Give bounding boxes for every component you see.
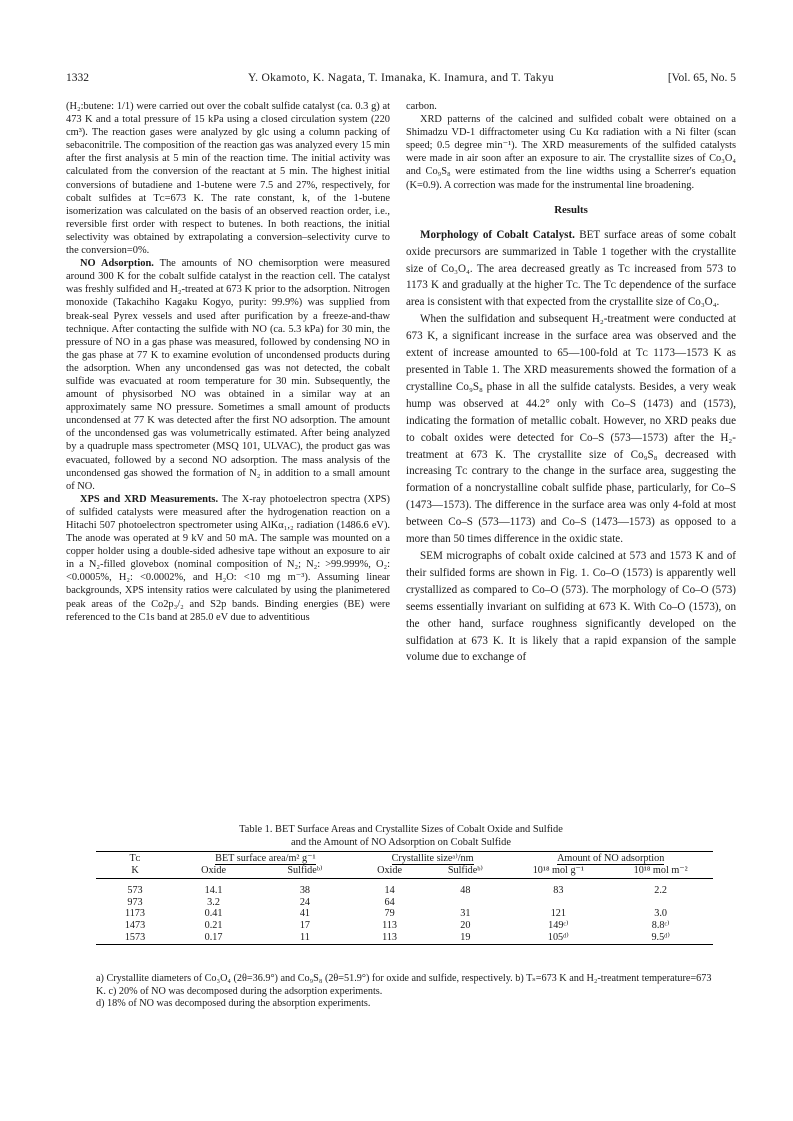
running-head-volume: [Vol. 65, No. 5 [667, 72, 736, 84]
paragraph [66, 257, 390, 493]
table-cell [422, 897, 508, 909]
table-footnotes [96, 973, 713, 1011]
paragraph-text: BET surface areas of some cobalt oxide precursors are summarized in Table 1 together with the crystallite size of Co₃O₄. The area decreased greatly as Tᴄ increased from 573 to 1173 K and gradually at the higher Tᴄ. The Tᴄ dependence of the surface area is consistent with that expected from the crystallite size of Co₃O₄. [406, 228, 736, 309]
paragraph: SEM micrographs of cobalt oxide calcined at 573 and 1573 K and of their sulfided forms are shown in Fig. 1. Co–O (1573) is apparently well crystallized as compared to Co–O (573). The morphology of Co–O (573) seems essentially invariant on sulfiding at 673 K. With Co–O (1573), on the other hand, surface roughness significantly developed on the sulfidation at 673 K. It is likely that a rapid expansion of the sample volume due to exchange of [406, 549, 736, 664]
table-cell: 48 [460, 885, 471, 897]
table-cell: 3.0 [654, 908, 668, 920]
paragraph: XRD patterns of the calcined and sulfided cobalt were obtained on a Shimadzu VD-1 diffractometer using Cu Kα radiation with a Ni filter (scan speed; 0.5 degree min⁻¹). The XRD measurements of the sulfided catalysts were made in air soon after an exposure to air. The crystallite sizes of Co₃O₄ and Co₉S₈ were estimated from the line widths using a Scherrer's equation (K=0.9). A correction was made for the instrumental line broadening. [406, 114, 736, 191]
paragraph: carbon. [406, 101, 437, 112]
table-footnote: a) Crystallite diameters of Co₃O₄ (2θ=36.9°) and Co₉S₈ (2θ=51.9°) for oxide and sulfide, respectively. b) Tₛ=673 K and H₂-treatment temperature=673 K. c) 20% of NO was decomposed during the adsorption experiments. [96, 973, 712, 997]
table-cell: 14 [384, 885, 395, 897]
table-cell: 20 [460, 919, 471, 931]
results-text [406, 227, 736, 667]
table-cell: 24 [299, 896, 310, 908]
paragraph: (H₂:butene: 1/1) were carried out over the cobalt sulfide catalyst (ca. 0.3 g) at 473 K and a total pressure of 15 kPa using a closed circulation system (220 cm³). The reaction gases were analyzed by glc using a column packing of sebaconitrile. The composition of the reaction gas was analyzed every 15 min after the first analysis at 5 min of the reaction time. The initial activity was calculated from the conversion of the reactant at 5 min. The highest initial conversions of butadiene and 1-butene were 7.5 and 27%, respectively, for cobalt sulfides at Tᴄ=673 K. The rate constant, k, of the 1-butene isomerization was calculated on the basis of an observed reaction order, i.e., reversible first order with respect to butenes. In both reactions, the initial selectivity was obtained by extrapolating a conversion–selectivity curve to the conversion=0%. [66, 101, 390, 257]
table-cell: 9.5ᵈ⁾ [608, 932, 713, 945]
table-cell: 14.1 [204, 885, 223, 897]
section-title: Results [554, 203, 588, 216]
table-row [96, 897, 713, 909]
table-cell: 0.21 [204, 919, 223, 931]
table-caption [66, 824, 736, 849]
table-cell: 64 [384, 896, 395, 908]
page-number: 1332 [66, 72, 89, 84]
running-head-authors: Y. Okamoto, K. Nagata, T. Imanaka, K. Inamura, and T. Takyu [248, 72, 554, 84]
paragraph [406, 227, 736, 312]
table-header-cell: Crystallite sizeᵃ⁾/nm [357, 852, 509, 865]
table-cell: 113 [357, 932, 423, 945]
table-cell: 19 [422, 932, 508, 945]
table-cell: 41 [299, 908, 310, 920]
table-cell: 1473 [124, 919, 146, 931]
running-head [66, 72, 736, 88]
table-header-cell: Oxide [357, 865, 423, 879]
table-row [96, 879, 713, 897]
table-header-cell: 10¹⁸ mol g⁻¹ [508, 865, 608, 879]
left-column [66, 100, 390, 624]
table-cell: 11 [253, 932, 357, 945]
paragraph [66, 493, 390, 624]
table-cell: 83 [553, 885, 564, 897]
table-cell: 973 [127, 896, 143, 908]
subsection-heading: Morphology of Cobalt Catalyst. [420, 228, 575, 241]
table-header-row [96, 852, 713, 865]
table-caption-line: Table 1. BET Surface Areas and Crystallite Sizes of Cobalt Oxide and Sulfide [239, 824, 563, 835]
table-cell: 1173 [125, 908, 145, 920]
table-caption-line: and the Amount of NO Adsorption on Cobalt Sulfide [291, 836, 511, 848]
table-cell: 121 [550, 908, 566, 920]
paragraph: When the sulfidation and subsequent H₂-treatment were conducted at 673 K, a significant increase in the surface area was observed and the extent of increase amounted to 65—100-fold at Tᴄ 1173—1573 K as presented in Table 1. The XRD measurements showed the formation of a crystalline Co₉S₈ phase in all the sulfide catalysts. Besides, a very weak hump was observed at 44.2° only with Co–S (1473) and (1573), indicating the formation of metallic cobalt. However, no XRD peaks due to cobalt oxides were detected for Co–S (573—1573) after the H₂-treatment at 673 K. The crystallite size of Co₉S₈ decreased with increasing Tᴄ contrary to the change in the surface area, suggesting the formation of a noncrystalline cobalt sulfide phase, particularly, for Co–S (1473—1573). The difference in the surface area was only 4-fold at most between Co–S (573—1173) and Co–S (1473—1573) as opposed to a more than 50 times difference in the oxidic state. [406, 313, 736, 546]
table-cell: 0.17 [174, 932, 253, 945]
table-cell: 0.41 [204, 908, 223, 920]
table-cell [508, 897, 608, 909]
table-row [96, 920, 713, 932]
table-cell: 8.8ᶜ⁾ [651, 919, 670, 931]
table-header-cell: BET surface area/m² g⁻¹ [174, 852, 357, 865]
table-header-cell: K [96, 865, 174, 879]
table-header-cell: Sulfideᵇ⁾ [422, 865, 508, 879]
table-cell: 31 [460, 908, 471, 920]
table-cell: 149ᶜ⁾ [548, 919, 569, 931]
paragraph-text: The X-ray photoelectron spectra (XPS) of sulfided catalysts were measured after the hydrogenation reaction on a Hitachi 507 photoelectron spectrometer using AlKα₁,₂ radiation (1486.6 eV). The anode was operated at 9 kV and 50 mA. The sample was mounted on a copper holder using a double-sided adhesive tape without an exposure to air in a N₂-filled glovebox (nominal composition of N₂; N₂: >99.999%, O₂: <0.0005%, H₂: <0.0002%, and H₂O: <10 mg m⁻³). Assuming linear backgrounds, XPS intensity ratios were calculated by using the planimetered peak areas of the Co2p₃/₂ and S2p bands. Binding energies (BE) were referenced to the C1s band at 285.0 eV due to adventitious [66, 493, 390, 623]
table-row [96, 908, 713, 920]
subsection-heading: XPS and XRD Measurements. [80, 493, 219, 505]
table-cell: 3.2 [207, 896, 220, 908]
table-cell: 1573 [96, 932, 174, 945]
table-cell [608, 897, 713, 909]
table-cell: 79 [384, 908, 395, 920]
data-table [96, 851, 713, 945]
table-header-cell: Oxide [174, 865, 253, 879]
table-cell: 573 [127, 885, 143, 897]
paragraph-text: The amounts of NO chemisorption were measured around 300 K for the cobalt sulfide catalyst in the reaction cell. The catalyst was freshly sulfided and H₂-treated at 673 K prior to the adsorption. Nitrogen monoxide (Takachiho Kagaku Kogyo, purity: 99.9%) was supplied from break-seal Pyrex vessels and used after purification by a freeze-and-thaw technique. After contacting the sulfide with NO (ca. 5.3 kPa) for 30 min, the pressure of NO in a gas phase was measured, followed by condensing NO in the gas phase at 77 K to examine evolution of uncondensed products during the adsorption. When any uncondensed gas was not detected, the cobalt sulfide was evacuated at room temperature for 30 min. Subsequently, the amount of physisorbed NO was obtained in a similar way at an approximately same NO pressure. Sometimes a small amount of products uncondensed at 77 K was detected after the first NO adsorption. The amount of the uncondensed gas was volumetrically estimated. After being analyzed by a quadruple mass spectrometer (MSQ 101, ULVAC), the product gas was evacuated, followed by a second NO adsorption. The mass analysis of the uncondensed gas showed the formation of N₂ in addition to a small amount of NO. [66, 258, 390, 492]
table-row [96, 932, 713, 945]
table-cell: 2.2 [654, 885, 668, 897]
table-cell: 38 [299, 885, 310, 897]
table-cell: 105ᵈ⁾ [508, 932, 608, 945]
table-cell: 17 [299, 919, 310, 931]
right-column [406, 100, 736, 666]
table-footnote: d) 18% of NO was decomposed during the absorption experiments. [96, 998, 371, 1010]
table-header-cell: Tᴄ [96, 852, 174, 865]
subsection-heading: NO Adsorption. [80, 258, 154, 270]
table-header-cell: Amount of NO adsorption [508, 852, 713, 865]
table-header-cell: 10¹⁸ mol m⁻² [608, 865, 713, 879]
table-header-row [96, 865, 713, 879]
table-cell: 113 [382, 919, 398, 931]
table-header-cell: Sulfideᵇ⁾ [253, 865, 357, 879]
